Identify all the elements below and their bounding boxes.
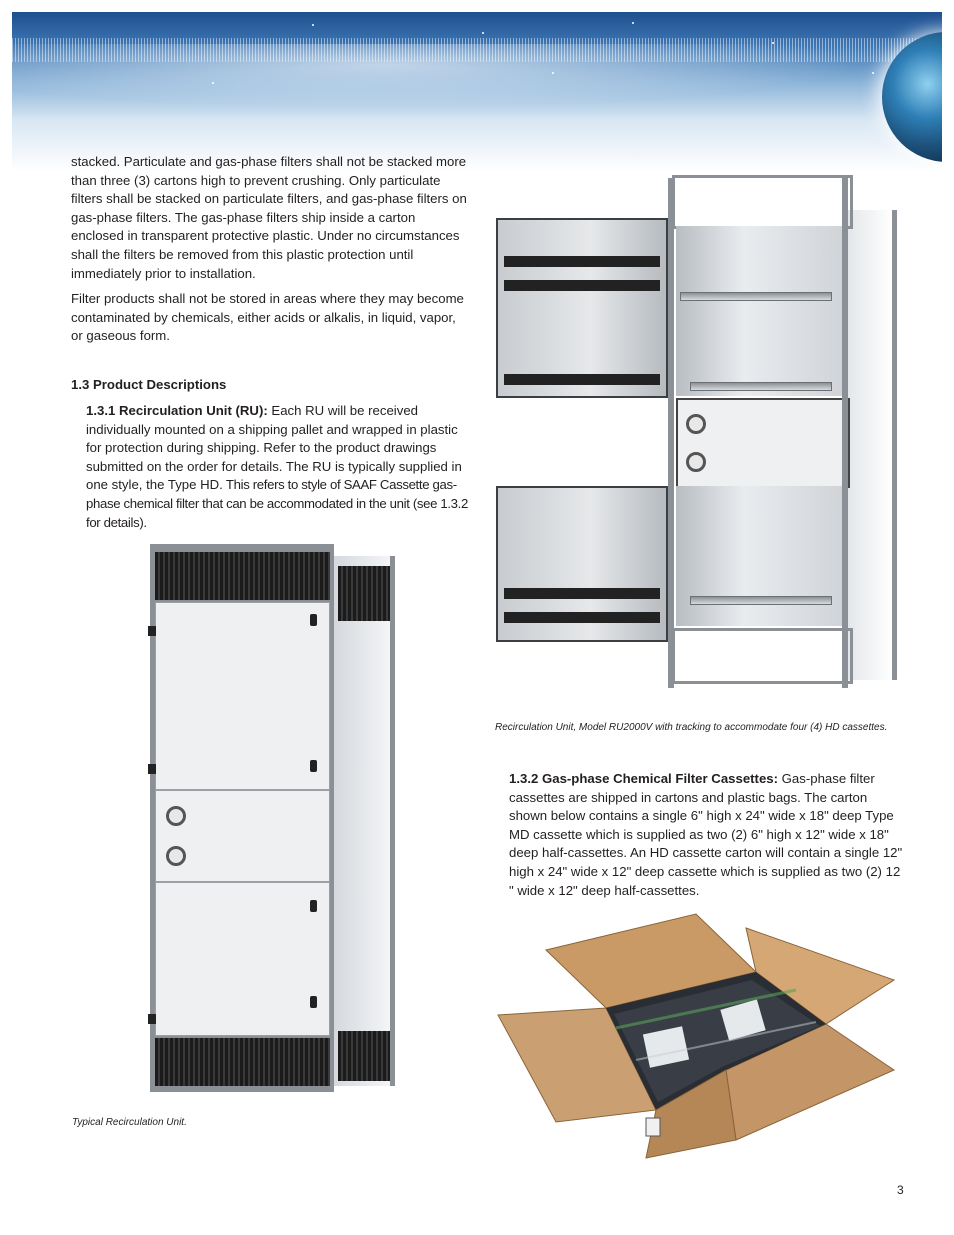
section-heading: 1.3 Product Descriptions — [71, 377, 227, 392]
intro-text — [71, 153, 471, 346]
ru-description — [86, 402, 472, 532]
header-banner — [12, 12, 942, 172]
cassette-description — [509, 770, 904, 900]
typical-unit-caption: Typical Recirculation Unit. — [72, 1117, 187, 1128]
cassette-title: 1.3.2 Gas-phase Chemical Filter Cassettes: — [509, 771, 778, 786]
ru-body: Each RU will be received individually mounted on a shipping pallet and wrapped in plastic for protection during shipping. Refer to the product drawings submitted on the order for details. The RU is typically supplied in one style, the Type HD. — [86, 403, 462, 493]
open-unit-caption: Recirculation Unit, Model RU2000V with tracking to accommodate four (4) HD cassettes. — [495, 722, 888, 733]
ru-title: 1.3.1 Recirculation Unit (RU): — [86, 403, 268, 418]
intro-paragraph-2: Filter products shall not be stored in areas where they may become contaminated by chemicals, either acids or alkalis, in liquid, vapor, or gaseous form. — [71, 291, 464, 344]
cassette-body: Gas-phase filter cassettes are shipped in cartons and plastic bags. The carton shown below contains a single 6" high x 24" wide x 18" deep Type MD cassette which is supplied as two (2) 6" high x 12" wide x 18" deep half-cassettes. An HD cassette carton will contain a single 12" high x 24" wide x 12" deep cassette which is supplied as two (2) 12 " wide x 12" deep half-cassettes. — [509, 771, 903, 898]
intro-paragraph-1: stacked. Particulate and gas-phase filters shall not be stacked more than three (3) cartons high to prevent crushing. Only particulate filters shall be stacked on particulate filters, and gas-phase filters on gas-phase filters. The gas-phase filters ship inside a carton enclosed in transparent protective plastic. Under no circumstances shall the filters be removed from this plastic protection until immediately prior to installation. — [71, 154, 467, 281]
page-number: 3 — [897, 1183, 904, 1197]
ru-body-condensed: This refers to style of SAAF Cassette gas-phase chemical filter that can be accommodated in the unit (see 1.3.2 for details). — [86, 477, 468, 530]
typical-recirculation-unit-image — [148, 536, 398, 1096]
filter-carton-image — [496, 910, 896, 1160]
